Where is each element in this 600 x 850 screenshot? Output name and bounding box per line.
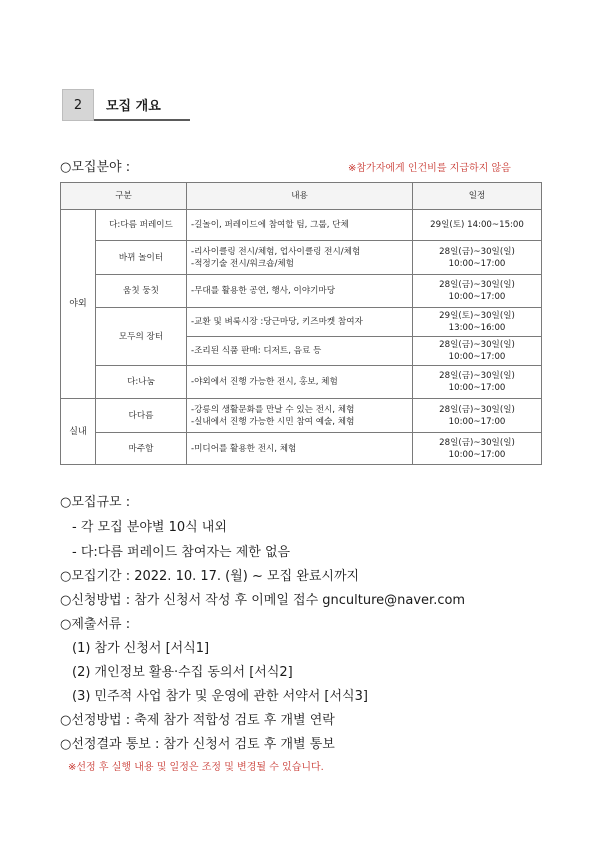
schedule-table <box>60 182 542 465</box>
program-schedule: 29일(토)~30일(일) 13:00~16:00 <box>413 308 542 337</box>
recruit-scale-item: - 다:다름 퍼레이드 참여자는 제한 없음 <box>72 545 291 560</box>
program-content: -리사이클링 전시/체험, 업사이클링 전시/체험 -적정기술 전시/워크숍/체험 <box>187 241 413 275</box>
table-row <box>61 366 542 399</box>
document-item: (3) 민주적 사업 참가 및 운영에 관한 서약서 [서식3] <box>72 689 368 704</box>
document-item: (1) 참가 신청서 [서식1] <box>72 641 210 656</box>
program-name: 마주함 <box>96 433 187 465</box>
program-schedule: 28일(금)~30일(일) 10:00~17:00 <box>413 399 542 433</box>
table-row <box>61 399 542 433</box>
program-name: 바뀌 놀이터 <box>96 241 187 275</box>
recruit-scale-label: ○모집규모 : <box>60 495 131 510</box>
program-schedule: 28일(금)~30일(일) 10:00~17:00 <box>413 241 542 275</box>
program-content: -교환 및 벼룩시장 :당근마당, 키즈마켓 참여자 <box>187 308 413 337</box>
program-schedule: 28일(금)~30일(일) 10:00~17:00 <box>413 433 542 465</box>
program-name: 다다름 <box>96 399 187 433</box>
group-outdoor: 야외 <box>61 210 96 399</box>
recruit-field-label: ○모집분야 : <box>60 160 131 175</box>
recruit-scale-item: - 각 모집 분야별 10식 내외 <box>72 520 227 535</box>
table-header-row <box>61 183 542 210</box>
program-name: 다:다름 퍼레이드 <box>96 210 187 241</box>
program-content: -강릉의 생활문화를 만날 수 있는 전시, 체험 -실내에서 진행 가능한 시민 참여 예술, 체험 <box>187 399 413 433</box>
program-content: -길놀이, 퍼레이드에 참여할 팀, 그룹, 단체 <box>187 210 413 241</box>
table-row <box>61 308 542 337</box>
program-content: -야외에서 진행 가능한 전시, 홍보, 체험 <box>187 366 413 399</box>
section-title: 모집 개요 <box>94 89 190 121</box>
document-item: (2) 개인정보 활용·수집 동의서 [서식2] <box>72 665 293 680</box>
section-number: 2 <box>62 89 94 121</box>
footnote: ※선정 후 실행 내용 및 일정은 조정 및 변경될 수 있습니다. <box>68 762 324 773</box>
program-content: -무대를 활용한 공연, 행사, 이야기마당 <box>187 275 413 308</box>
section-heading <box>62 89 190 121</box>
header-schedule: 일정 <box>413 183 542 210</box>
selection-notice: ○선정결과 통보 : 참가 신청서 검토 후 개별 통보 <box>60 737 335 752</box>
group-indoor: 실내 <box>61 399 96 465</box>
program-content: -미디어를 활용한 전시, 체험 <box>187 433 413 465</box>
table-row <box>61 241 542 275</box>
program-name: 다:나눔 <box>96 366 187 399</box>
documents-label: ○제출서류 : <box>60 617 131 632</box>
program-schedule: 28일(금)~30일(일) 10:00~17:00 <box>413 275 542 308</box>
selection-method: ○선정방법 : 축제 참가 적합성 검토 후 개별 연락 <box>60 713 335 728</box>
header-category: 구분 <box>61 183 187 210</box>
program-name: 움칫 둥칫 <box>96 275 187 308</box>
apply-method: ○신청방법 : 참가 신청서 작성 후 이메일 접수 gnculture@naver.com <box>60 593 466 608</box>
program-content: -조리된 식품 판매: 디저트, 음료 등 <box>187 337 413 366</box>
header-content: 내용 <box>187 183 413 210</box>
program-name: 모두의 장터 <box>96 308 187 366</box>
table-row <box>61 275 542 308</box>
recruit-period: ○모집기간 : 2022. 10. 17. (월) ~ 모집 완료시까지 <box>60 569 360 584</box>
program-schedule: 28일(금)~30일(일) 10:00~17:00 <box>413 337 542 366</box>
table-row <box>61 433 542 465</box>
table-row <box>61 210 542 241</box>
program-schedule: 28일(금)~30일(일) 10:00~17:00 <box>413 366 542 399</box>
fee-note: ※참가자에게 인건비를 지급하지 않음 <box>348 163 511 174</box>
program-schedule: 29일(토) 14:00~15:00 <box>413 210 542 241</box>
